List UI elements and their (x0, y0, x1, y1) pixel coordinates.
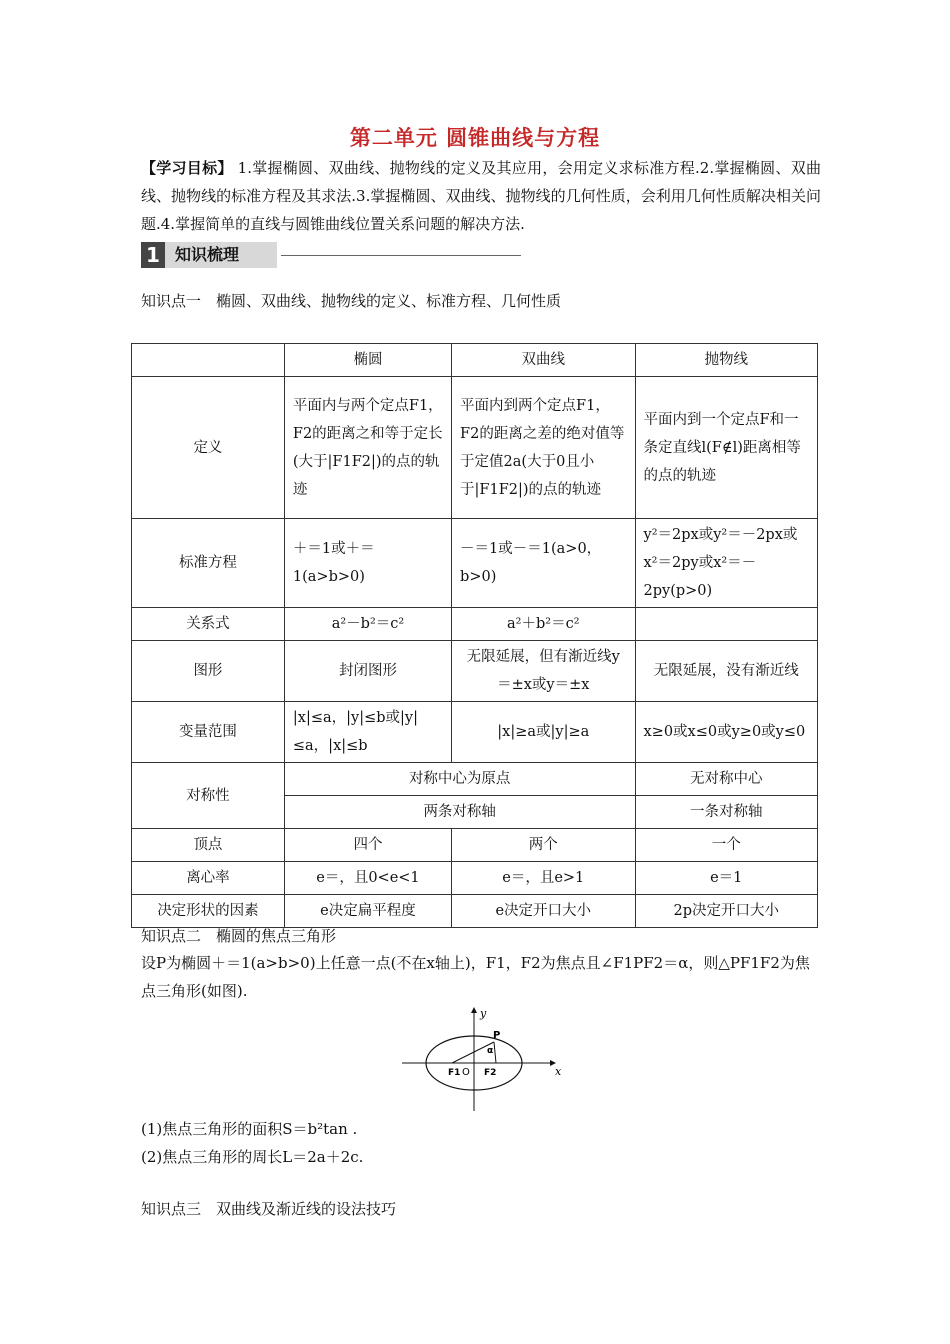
hyperbola-relation: a²＋b²＝c² (452, 608, 635, 641)
hyperbola-vertex: 两个 (452, 829, 635, 862)
table-row (132, 862, 818, 895)
row-label-relation: 关系式 (132, 608, 285, 641)
table-row (132, 519, 818, 608)
table-row (132, 829, 818, 862)
hyperbola-range: |x|≥a或|y|≥a (452, 702, 635, 763)
row-label-symmetry: 对称性 (132, 763, 285, 829)
parabola-definition: 平面内到一个定点F和一条定直线l(F∉l)距离相等的点的轨迹 (635, 377, 818, 519)
section-number: 1 (141, 242, 165, 268)
row-label-range: 变量范围 (132, 702, 285, 763)
learning-goals-tag: 【学习目标】 (141, 159, 233, 177)
table-row (132, 377, 818, 519)
learning-goals (141, 154, 821, 238)
row-label-equation: 标准方程 (132, 519, 285, 608)
hyperbola-equation: －＝1或－＝1(a>0，b>0) (452, 519, 635, 608)
ellipse-eccentricity: e＝，且0<e<1 (284, 862, 451, 895)
table-header-ellipse: 椭圆 (284, 344, 451, 377)
row-label-vertex: 顶点 (132, 829, 285, 862)
parabola-equation: y²＝2px或y²＝－2px或x²＝2py或x²＝－2py(p>0) (635, 519, 818, 608)
ellipse-equation: ＋＝1或＋＝1(a>b>0) (284, 519, 451, 608)
hyperbola-shape: e决定开口大小 (452, 895, 635, 928)
origin-label: O (462, 1067, 470, 1078)
table-row (132, 344, 818, 377)
focus-f2-label: F2 (484, 1068, 497, 1078)
hyperbola-eccentricity: e＝，且e>1 (452, 862, 635, 895)
conic-comparison-table (131, 343, 818, 928)
row-label-definition: 定义 (132, 377, 285, 519)
section-heading (141, 242, 521, 268)
segment-pf2 (494, 1042, 496, 1063)
ellipse-range: |x|≤a，|y|≤b或|y|≤a，|x|≤b (284, 702, 451, 763)
table-row (132, 608, 818, 641)
focus-f1-label: F1 (448, 1068, 461, 1078)
y-axis-arrow (471, 1007, 477, 1013)
row-label-shape: 决定形状的因素 (132, 895, 285, 928)
point-p-label: P (493, 1030, 501, 1041)
parabola-graph: 无限延展，没有渐近线 (635, 641, 818, 702)
row-label-eccentricity: 离心率 (132, 862, 285, 895)
hyperbola-graph: 无限延展，但有渐近线y＝±x或y＝±x (452, 641, 635, 702)
table-header-hyperbola: 双曲线 (452, 344, 635, 377)
symmetry-center-parabola: 无对称中心 (635, 763, 818, 796)
table-header-parabola: 抛物线 (635, 344, 818, 377)
symmetry-axis-common: 两条对称轴 (284, 796, 635, 829)
section-rule (281, 255, 521, 256)
knowledge-point-2: 知识点二 椭圆的焦点三角形 (141, 927, 337, 945)
ellipse-definition: 平面内与两个定点F1，F2的距离之和等于定长(大于|F1F2|)的点的轨迹 (284, 377, 451, 519)
focal-triangle-text: 设P为椭圆＋＝1(a>b>0)上任意一点(不在x轴上)，F1，F2为焦点且∠F1PF2＝α，则△PF1F2为焦点三角形(如图). (141, 954, 810, 1000)
symmetry-center-common: 对称中心为原点 (284, 763, 635, 796)
row-label-graph: 图形 (132, 641, 285, 702)
table-header-cell (132, 344, 285, 377)
parabola-range: x≥0或x≤0或y≥0或y≤0 (635, 702, 818, 763)
ellipse-relation: a²－b²＝c² (284, 608, 451, 641)
angle-alpha-label: α (487, 1046, 494, 1056)
x-axis-label: x (555, 1065, 562, 1078)
knowledge-point-1: 知识点一 椭圆、双曲线、抛物线的定义、标准方程、几何性质 (141, 292, 562, 310)
ellipse-graph: 封闭图形 (284, 641, 451, 702)
ellipse-shape: e决定扁平程度 (284, 895, 451, 928)
learning-goals-text: 1.掌握椭圆、双曲线、抛物线的定义及其应用，会用定义求标准方程.2.掌握椭圆、双曲线、抛物线的标准方程及其求法.3.掌握椭圆、双曲线、抛物线的几何性质，会利用几何性质解决相关问题.4.掌握简单的直线与圆锥曲线位置关系问题的解决方法. (141, 159, 821, 233)
ellipse-vertex: 四个 (284, 829, 451, 862)
parabola-shape: 2p决定开口大小 (635, 895, 818, 928)
symmetry-axis-parabola: 一条对称轴 (635, 796, 818, 829)
table-row (132, 702, 818, 763)
hyperbola-definition: 平面内到两个定点F1，F2的距离之差的绝对值等于定值2a(大于0且小于|F1F2|)的点的轨迹 (452, 377, 635, 519)
knowledge-point-3: 知识点三 双曲线及渐近线的设法技巧 (141, 1200, 397, 1218)
formula-perimeter: (2)焦点三角形的周长L＝2a＋2c. (141, 1148, 364, 1166)
table-row (132, 895, 818, 928)
table-row (132, 641, 818, 702)
page-title: 第二单元 圆锥曲线与方程 (349, 126, 601, 150)
y-axis-label: y (480, 1007, 487, 1020)
formula-area: (1)焦点三角形的面积S＝b²tan . (141, 1120, 358, 1138)
parabola-vertex: 一个 (635, 829, 818, 862)
table-row (132, 763, 818, 796)
parabola-eccentricity: e＝1 (635, 862, 818, 895)
parabola-relation (635, 608, 818, 641)
section-label: 知识梳理 (165, 242, 277, 268)
ellipse-focal-triangle-figure (400, 1005, 560, 1113)
